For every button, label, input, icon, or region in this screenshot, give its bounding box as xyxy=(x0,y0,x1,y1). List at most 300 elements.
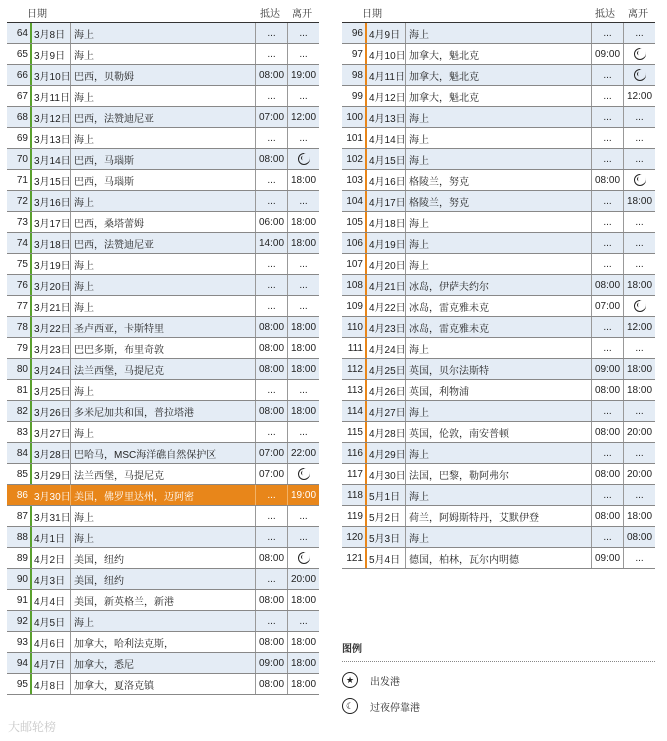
day-number: 69 xyxy=(16,132,28,144)
port-cell: 德国，柏林，瓦尔内明德 xyxy=(405,548,591,568)
day-number: 119 xyxy=(347,510,363,522)
arrive-cell: 08:00 xyxy=(255,65,287,85)
arrive-cell: 08:00 xyxy=(255,149,287,169)
port-cell: 加拿大，魁北克 xyxy=(405,65,591,85)
moon-icon xyxy=(634,174,646,186)
arrive-cell: ... xyxy=(591,527,623,547)
day-number: 83 xyxy=(16,426,28,438)
port-cell: 冰岛，雷克雅未克 xyxy=(405,296,591,316)
table-row xyxy=(342,317,655,338)
day-number: 95 xyxy=(16,678,28,690)
day-number: 102 xyxy=(346,153,363,165)
arrive-cell: ... xyxy=(591,86,623,106)
date-cell: 3月24日 xyxy=(30,359,70,379)
date-cell: 4月7日 xyxy=(30,653,70,673)
date-cell: 3月10日 xyxy=(30,65,70,85)
legend xyxy=(342,640,655,714)
date-cell: 3月14日 xyxy=(30,149,70,169)
table-row xyxy=(342,23,655,44)
arrive-cell: 08:00 xyxy=(591,422,623,442)
arrive-cell: ... xyxy=(255,422,287,442)
arrive-cell: 08:00 xyxy=(591,464,623,484)
date-cell: 4月16日 xyxy=(365,170,405,190)
port-cell: 海上 xyxy=(405,128,591,148)
arrive-cell: 07:00 xyxy=(591,296,623,316)
legend-title: 图例 xyxy=(342,644,362,655)
date-cell: 3月16日 xyxy=(30,191,70,211)
day-number: 67 xyxy=(16,90,28,102)
day-number: 93 xyxy=(16,636,28,648)
star-icon: ★ xyxy=(342,672,358,688)
port-cell: 巴西，贝勒姆 xyxy=(70,65,255,85)
day-number: 104 xyxy=(346,195,363,207)
depart-cell: 18:00 xyxy=(623,275,655,295)
day-number: 80 xyxy=(16,363,28,375)
table-row xyxy=(342,380,655,401)
depart-cell: ... xyxy=(287,527,319,547)
depart-cell: 18:00 xyxy=(287,359,319,379)
depart-cell: ... xyxy=(287,296,319,316)
date-cell: 4月27日 xyxy=(365,401,405,421)
day-number: 109 xyxy=(346,300,363,312)
port-cell: 海上 xyxy=(70,527,255,547)
arrive-cell: ... xyxy=(255,23,287,43)
table-row xyxy=(342,464,655,485)
depart-cell: ... xyxy=(623,128,655,148)
depart-cell: 18:00 xyxy=(623,359,655,379)
date-cell: 4月15日 xyxy=(365,149,405,169)
day-number: 111 xyxy=(347,342,363,354)
header-date: 日期 xyxy=(27,9,47,20)
port-cell: 海上 xyxy=(70,296,255,316)
day-number: 79 xyxy=(16,342,28,354)
day-number: 85 xyxy=(16,468,28,480)
table-row xyxy=(7,65,319,86)
arrive-cell: 14:00 xyxy=(255,233,287,253)
day-number: 100 xyxy=(346,111,363,123)
day-number: 76 xyxy=(16,279,28,291)
arrive-cell: 08:00 xyxy=(255,590,287,610)
moon-icon: ☾ xyxy=(342,698,358,714)
table-row xyxy=(342,212,655,233)
day-number: 121 xyxy=(346,552,363,564)
date-cell: 3月25日 xyxy=(30,380,70,400)
port-cell: 多米尼加共和国，普拉塔港 xyxy=(70,401,255,421)
table-body xyxy=(7,22,319,695)
arrive-cell: ... xyxy=(591,401,623,421)
depart-cell xyxy=(287,548,319,568)
day-number: 87 xyxy=(16,510,28,522)
depart-cell: 18:00 xyxy=(623,506,655,526)
arrive-cell: 09:00 xyxy=(591,359,623,379)
table-row xyxy=(7,611,319,632)
arrive-cell: ... xyxy=(591,254,623,274)
depart-cell: ... xyxy=(623,212,655,232)
day-number: 70 xyxy=(16,153,28,165)
depart-cell: 19:00 xyxy=(287,485,319,505)
date-cell: 5月4日 xyxy=(365,548,405,568)
day-number: 116 xyxy=(347,447,363,459)
port-cell: 海上 xyxy=(70,128,255,148)
port-cell: 海上 xyxy=(70,275,255,295)
arrive-cell: ... xyxy=(255,170,287,190)
legend-item xyxy=(342,698,655,714)
table-row xyxy=(7,254,319,275)
port-cell: 海上 xyxy=(405,212,591,232)
day-number: 91 xyxy=(16,594,28,606)
depart-cell: 20:00 xyxy=(287,569,319,589)
port-cell: 法国，巴黎，勒阿弗尔 xyxy=(405,464,591,484)
depart-cell: ... xyxy=(287,275,319,295)
port-cell: 巴哈马，MSC海洋礁自然保护区 xyxy=(70,443,255,463)
day-number: 110 xyxy=(347,321,363,333)
port-cell: 美国，纽约 xyxy=(70,548,255,568)
table-row xyxy=(7,674,319,695)
moon-icon xyxy=(298,153,310,165)
day-number: 96 xyxy=(351,27,363,39)
date-cell: 3月21日 xyxy=(30,296,70,316)
day-number: 88 xyxy=(16,531,28,543)
date-cell: 4月6日 xyxy=(30,632,70,652)
depart-cell: ... xyxy=(287,422,319,442)
arrive-cell: 09:00 xyxy=(255,653,287,673)
arrive-cell: 08:00 xyxy=(255,548,287,568)
arrive-cell: ... xyxy=(591,485,623,505)
table-row xyxy=(342,296,655,317)
date-cell: 3月17日 xyxy=(30,212,70,232)
day-number: 84 xyxy=(16,447,28,459)
arrive-cell: 08:00 xyxy=(255,338,287,358)
day-number: 114 xyxy=(347,405,363,417)
table-row xyxy=(342,149,655,170)
day-number: 71 xyxy=(16,174,28,186)
depart-cell xyxy=(623,296,655,316)
day-number: 106 xyxy=(346,237,363,249)
port-cell: 巴西，桑塔蕾姆 xyxy=(70,212,255,232)
moon-icon xyxy=(634,300,646,312)
watermark: 大邮轮榜 xyxy=(8,720,57,734)
date-cell: 4月29日 xyxy=(365,443,405,463)
depart-cell: 20:00 xyxy=(623,464,655,484)
port-cell: 巴西，马瑙斯 xyxy=(70,149,255,169)
depart-cell: ... xyxy=(623,548,655,568)
table-row xyxy=(342,107,655,128)
table-row xyxy=(7,548,319,569)
table-row xyxy=(7,485,319,506)
port-cell: 海上 xyxy=(405,254,591,274)
port-cell: 荷兰，阿姆斯特丹，艾默伊登 xyxy=(405,506,591,526)
moon-icon xyxy=(298,552,310,564)
day-number: 81 xyxy=(16,384,28,396)
depart-cell: 19:00 xyxy=(287,65,319,85)
arrive-cell: ... xyxy=(591,233,623,253)
depart-cell: ... xyxy=(287,191,319,211)
table-row xyxy=(7,506,319,527)
date-cell: 3月12日 xyxy=(30,107,70,127)
table-header xyxy=(342,0,655,20)
depart-cell xyxy=(623,44,655,64)
depart-cell: ... xyxy=(287,611,319,631)
day-number: 65 xyxy=(16,48,28,60)
port-cell: 英国，利物浦 xyxy=(405,380,591,400)
table-row xyxy=(7,359,319,380)
table-row xyxy=(7,422,319,443)
date-cell: 3月20日 xyxy=(30,275,70,295)
table-row xyxy=(7,107,319,128)
date-cell: 4月25日 xyxy=(365,359,405,379)
port-cell: 海上 xyxy=(70,422,255,442)
day-number: 90 xyxy=(16,573,28,585)
depart-cell: ... xyxy=(287,44,319,64)
date-cell: 4月10日 xyxy=(365,44,405,64)
arrive-cell: 08:00 xyxy=(591,170,623,190)
date-cell: 3月15日 xyxy=(30,170,70,190)
port-cell: 巴西，法赞迪尼亚 xyxy=(70,107,255,127)
table-row xyxy=(342,506,655,527)
date-cell: 4月19日 xyxy=(365,233,405,253)
day-number: 72 xyxy=(16,195,28,207)
port-cell: 海上 xyxy=(405,527,591,547)
depart-cell: 20:00 xyxy=(623,422,655,442)
moon-icon xyxy=(634,48,646,60)
port-cell: 海上 xyxy=(405,23,591,43)
table-row xyxy=(7,296,319,317)
day-number: 103 xyxy=(346,174,363,186)
table-row xyxy=(342,86,655,107)
arrive-cell: ... xyxy=(591,443,623,463)
arrive-cell: ... xyxy=(591,338,623,358)
table-row xyxy=(7,44,319,65)
port-cell: 海上 xyxy=(405,107,591,127)
port-cell: 巴西，马瑙斯 xyxy=(70,170,255,190)
depart-cell xyxy=(287,464,319,484)
day-number: 78 xyxy=(16,321,28,333)
header-depart: 离开 xyxy=(292,9,312,20)
port-cell: 海上 xyxy=(405,338,591,358)
arrive-cell: ... xyxy=(255,611,287,631)
day-number: 115 xyxy=(347,426,363,438)
date-cell: 4月11日 xyxy=(365,65,405,85)
table-row xyxy=(342,443,655,464)
port-cell: 圣卢西亚，卡斯特里 xyxy=(70,317,255,337)
date-cell: 3月11日 xyxy=(30,86,70,106)
depart-cell: 18:00 xyxy=(287,653,319,673)
date-cell: 5月1日 xyxy=(365,485,405,505)
table-row xyxy=(342,233,655,254)
table-row xyxy=(342,401,655,422)
day-number: 112 xyxy=(347,363,363,375)
date-cell: 3月28日 xyxy=(30,443,70,463)
arrive-cell: 08:00 xyxy=(255,674,287,694)
date-cell: 4月4日 xyxy=(30,590,70,610)
depart-cell xyxy=(287,149,319,169)
date-cell: 4月12日 xyxy=(365,86,405,106)
port-cell: 加拿大，哈利法克斯， xyxy=(70,632,255,652)
date-cell: 4月26日 xyxy=(365,380,405,400)
depart-cell: ... xyxy=(623,485,655,505)
date-cell: 3月29日 xyxy=(30,464,70,484)
port-cell: 海上 xyxy=(70,44,255,64)
date-cell: 4月5日 xyxy=(30,611,70,631)
port-cell: 海上 xyxy=(70,191,255,211)
depart-cell: ... xyxy=(623,401,655,421)
arrive-cell: ... xyxy=(255,254,287,274)
arrive-cell: ... xyxy=(255,527,287,547)
table-row xyxy=(7,233,319,254)
arrive-cell: ... xyxy=(591,107,623,127)
day-number: 101 xyxy=(346,132,363,144)
depart-cell: 12:00 xyxy=(623,86,655,106)
date-cell: 4月20日 xyxy=(365,254,405,274)
depart-cell: 18:00 xyxy=(287,401,319,421)
arrive-cell: 08:00 xyxy=(255,359,287,379)
arrive-cell: ... xyxy=(255,380,287,400)
table-row xyxy=(7,23,319,44)
day-number: 107 xyxy=(346,258,363,270)
port-cell: 海上 xyxy=(405,149,591,169)
date-cell: 3月22日 xyxy=(30,317,70,337)
port-cell: 美国，新英格兰，新港 xyxy=(70,590,255,610)
table-row xyxy=(7,317,319,338)
table-row xyxy=(7,275,319,296)
depart-cell: 18:00 xyxy=(287,233,319,253)
table-row xyxy=(342,191,655,212)
moon-icon xyxy=(298,468,310,480)
depart-cell: ... xyxy=(287,380,319,400)
table-row xyxy=(7,86,319,107)
date-cell: 4月30日 xyxy=(365,464,405,484)
table-row xyxy=(7,401,319,422)
day-number: 68 xyxy=(16,111,28,123)
date-cell: 3月19日 xyxy=(30,254,70,274)
table-row xyxy=(7,212,319,233)
day-number: 99 xyxy=(351,90,363,102)
date-cell: 4月14日 xyxy=(365,128,405,148)
table-row xyxy=(7,128,319,149)
day-number: 82 xyxy=(16,405,28,417)
arrive-cell: 08:00 xyxy=(255,401,287,421)
date-cell: 4月13日 xyxy=(365,107,405,127)
depart-cell: ... xyxy=(623,149,655,169)
arrive-cell: 07:00 xyxy=(255,107,287,127)
depart-cell: 18:00 xyxy=(287,674,319,694)
date-cell: 4月17日 xyxy=(365,191,405,211)
depart-cell: 18:00 xyxy=(287,632,319,652)
day-number: 77 xyxy=(16,300,28,312)
port-cell: 法兰西堡，马提尼克 xyxy=(70,464,255,484)
depart-cell: 18:00 xyxy=(287,317,319,337)
arrive-cell: ... xyxy=(591,128,623,148)
date-cell: 3月30日 xyxy=(30,485,70,505)
day-number: 98 xyxy=(351,69,363,81)
table-row xyxy=(342,338,655,359)
port-cell: 冰岛，伊萨夫约尔 xyxy=(405,275,591,295)
arrive-cell: 07:00 xyxy=(255,464,287,484)
date-cell: 4月8日 xyxy=(30,674,70,694)
depart-cell: 18:00 xyxy=(287,338,319,358)
legend-label: 过夜停靠港 xyxy=(370,702,420,714)
date-cell: 3月27日 xyxy=(30,422,70,442)
day-number: 75 xyxy=(16,258,28,270)
date-cell: 4月22日 xyxy=(365,296,405,316)
port-cell: 法兰西堡，马提尼克 xyxy=(70,359,255,379)
arrive-cell: ... xyxy=(255,128,287,148)
arrive-cell: 08:00 xyxy=(591,506,623,526)
arrive-cell: 08:00 xyxy=(255,632,287,652)
day-number: 66 xyxy=(16,69,28,81)
table-row xyxy=(7,632,319,653)
depart-cell: ... xyxy=(287,23,319,43)
depart-cell xyxy=(623,170,655,190)
table-row xyxy=(7,380,319,401)
port-cell: 英国，贝尔法斯特 xyxy=(405,359,591,379)
port-cell: 海上 xyxy=(70,23,255,43)
table-row xyxy=(7,590,319,611)
arrive-cell: 06:00 xyxy=(255,212,287,232)
port-cell: 海上 xyxy=(70,506,255,526)
day-number: 94 xyxy=(16,657,28,669)
date-cell: 3月18日 xyxy=(30,233,70,253)
depart-cell: 18:00 xyxy=(623,191,655,211)
arrive-cell: ... xyxy=(591,317,623,337)
arrive-cell: 08:00 xyxy=(591,380,623,400)
table-row xyxy=(342,170,655,191)
port-cell: 加拿大，夏洛克镇 xyxy=(70,674,255,694)
day-number: 117 xyxy=(347,468,363,480)
day-number: 120 xyxy=(346,531,363,543)
depart-cell: 18:00 xyxy=(287,170,319,190)
depart-cell: ... xyxy=(623,107,655,127)
port-cell: 加拿大，魁北克 xyxy=(405,86,591,106)
date-cell: 5月2日 xyxy=(365,506,405,526)
port-cell: 美国，佛罗里达州，迈阿密 xyxy=(70,485,255,505)
arrive-cell: 09:00 xyxy=(591,548,623,568)
legend-label: 出发港 xyxy=(370,676,400,688)
depart-cell xyxy=(623,65,655,85)
table-row xyxy=(7,149,319,170)
day-number: 89 xyxy=(16,552,28,564)
depart-cell: ... xyxy=(287,128,319,148)
day-number: 108 xyxy=(346,279,363,291)
table-row xyxy=(7,569,319,590)
table-row xyxy=(342,65,655,86)
depart-cell: ... xyxy=(623,233,655,253)
depart-cell: ... xyxy=(623,254,655,274)
moon-icon xyxy=(634,69,646,81)
depart-cell: 12:00 xyxy=(623,317,655,337)
table-body xyxy=(342,22,655,569)
depart-cell: ... xyxy=(287,86,319,106)
depart-cell: 18:00 xyxy=(287,212,319,232)
port-cell: 巴巴多斯，布里奇敦 xyxy=(70,338,255,358)
header-depart: 离开 xyxy=(628,9,648,20)
table-row xyxy=(342,44,655,65)
legend-item xyxy=(342,672,655,688)
port-cell: 巴西，法赞迪尼亚 xyxy=(70,233,255,253)
header-arrive: 抵达 xyxy=(260,9,280,20)
depart-cell: ... xyxy=(623,338,655,358)
day-number: 97 xyxy=(351,48,363,60)
table-header xyxy=(7,0,319,20)
arrive-cell: ... xyxy=(255,569,287,589)
table-row xyxy=(342,254,655,275)
arrive-cell: ... xyxy=(591,191,623,211)
date-cell: 5月3日 xyxy=(365,527,405,547)
arrive-cell: ... xyxy=(255,485,287,505)
date-cell: 3月8日 xyxy=(30,23,70,43)
date-cell: 4月1日 xyxy=(30,527,70,547)
depart-cell: ... xyxy=(623,23,655,43)
